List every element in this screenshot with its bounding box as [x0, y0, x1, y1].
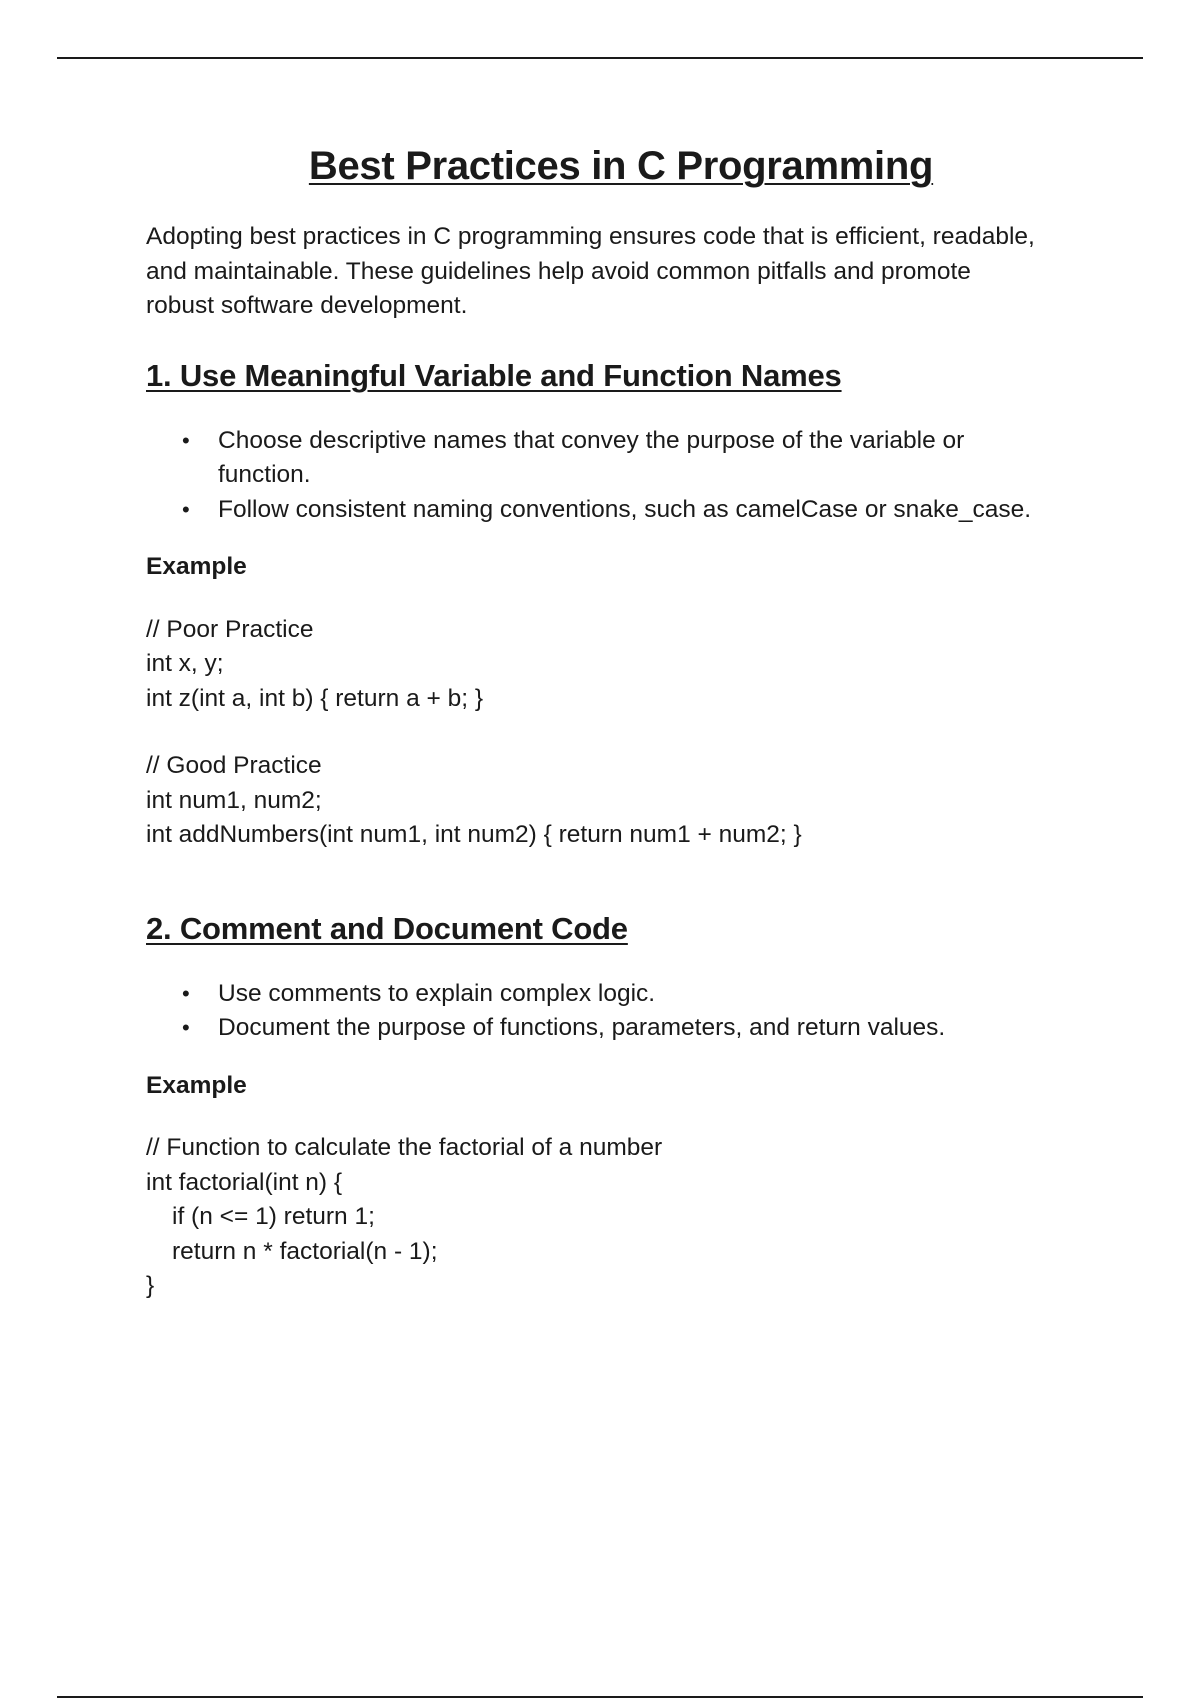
list-item [146, 424, 1096, 493]
code-line: int num1, num2; [146, 786, 322, 814]
code-line: // Good Practice [146, 752, 322, 779]
intro-line: Adopting best practices in C programming ensures code that is efficient, readable, [146, 223, 1035, 250]
bullet-icon: • [182, 980, 190, 1006]
intro-line: robust software development. [146, 292, 468, 319]
list-item-text: Choose descriptive names that convey the purpose of the variable or [218, 426, 965, 454]
bullet-icon: • [182, 427, 190, 453]
code-line: // Poor Practice [146, 615, 314, 643]
list-item [146, 1011, 1096, 1046]
list-item-text: Follow consistent naming conventions, such as camelCase or snake_case. [218, 495, 1031, 523]
list-item [146, 977, 1096, 1012]
code-line: return n * factorial(n - 1); [172, 1237, 438, 1265]
example-label: Example [146, 553, 247, 580]
list-item [146, 493, 1096, 528]
top-rule [57, 57, 1143, 59]
list-item-text: function. [218, 461, 311, 488]
bottom-rule [57, 1696, 1143, 1698]
bullet-icon: • [182, 496, 190, 522]
list-item-text: Use comments to explain complex logic. [218, 979, 656, 1007]
bullet-list [146, 424, 1096, 528]
code-line: int z(int a, int b) { return a + b; } [146, 684, 484, 712]
code-line: int factorial(int n) { [146, 1168, 343, 1196]
document-body [146, 140, 1096, 1304]
section-1 [146, 356, 1096, 853]
bullet-list [146, 977, 1096, 1046]
code-line: // Function to calculate the factorial of a number [146, 1134, 663, 1161]
intro-paragraph [146, 220, 1096, 324]
code-block-poor [146, 613, 1096, 717]
page-title: Best Practices in C Programming [308, 144, 934, 188]
code-block-factorial [146, 1131, 1096, 1304]
code-line: int x, y; [146, 650, 224, 677]
bullet-icon: • [182, 1015, 190, 1040]
code-block-good [146, 749, 1096, 853]
code-line: if (n <= 1) return 1; [172, 1203, 375, 1230]
code-line: } [146, 1272, 155, 1299]
section-heading: 1. Use Meaningful Variable and Function Names [146, 357, 842, 393]
example-label: Example [146, 1071, 247, 1099]
code-line: int addNumbers(int num1, int num2) { return num1 + num2; } [146, 821, 802, 848]
section-2 [146, 909, 1096, 1304]
list-item-text: Document the purpose of functions, parameters, and return values. [218, 1014, 946, 1041]
intro-line: and maintainable. These guidelines help avoid common pitfalls and promote [146, 257, 971, 285]
section-heading: 2. Comment and Document Code [146, 910, 628, 946]
